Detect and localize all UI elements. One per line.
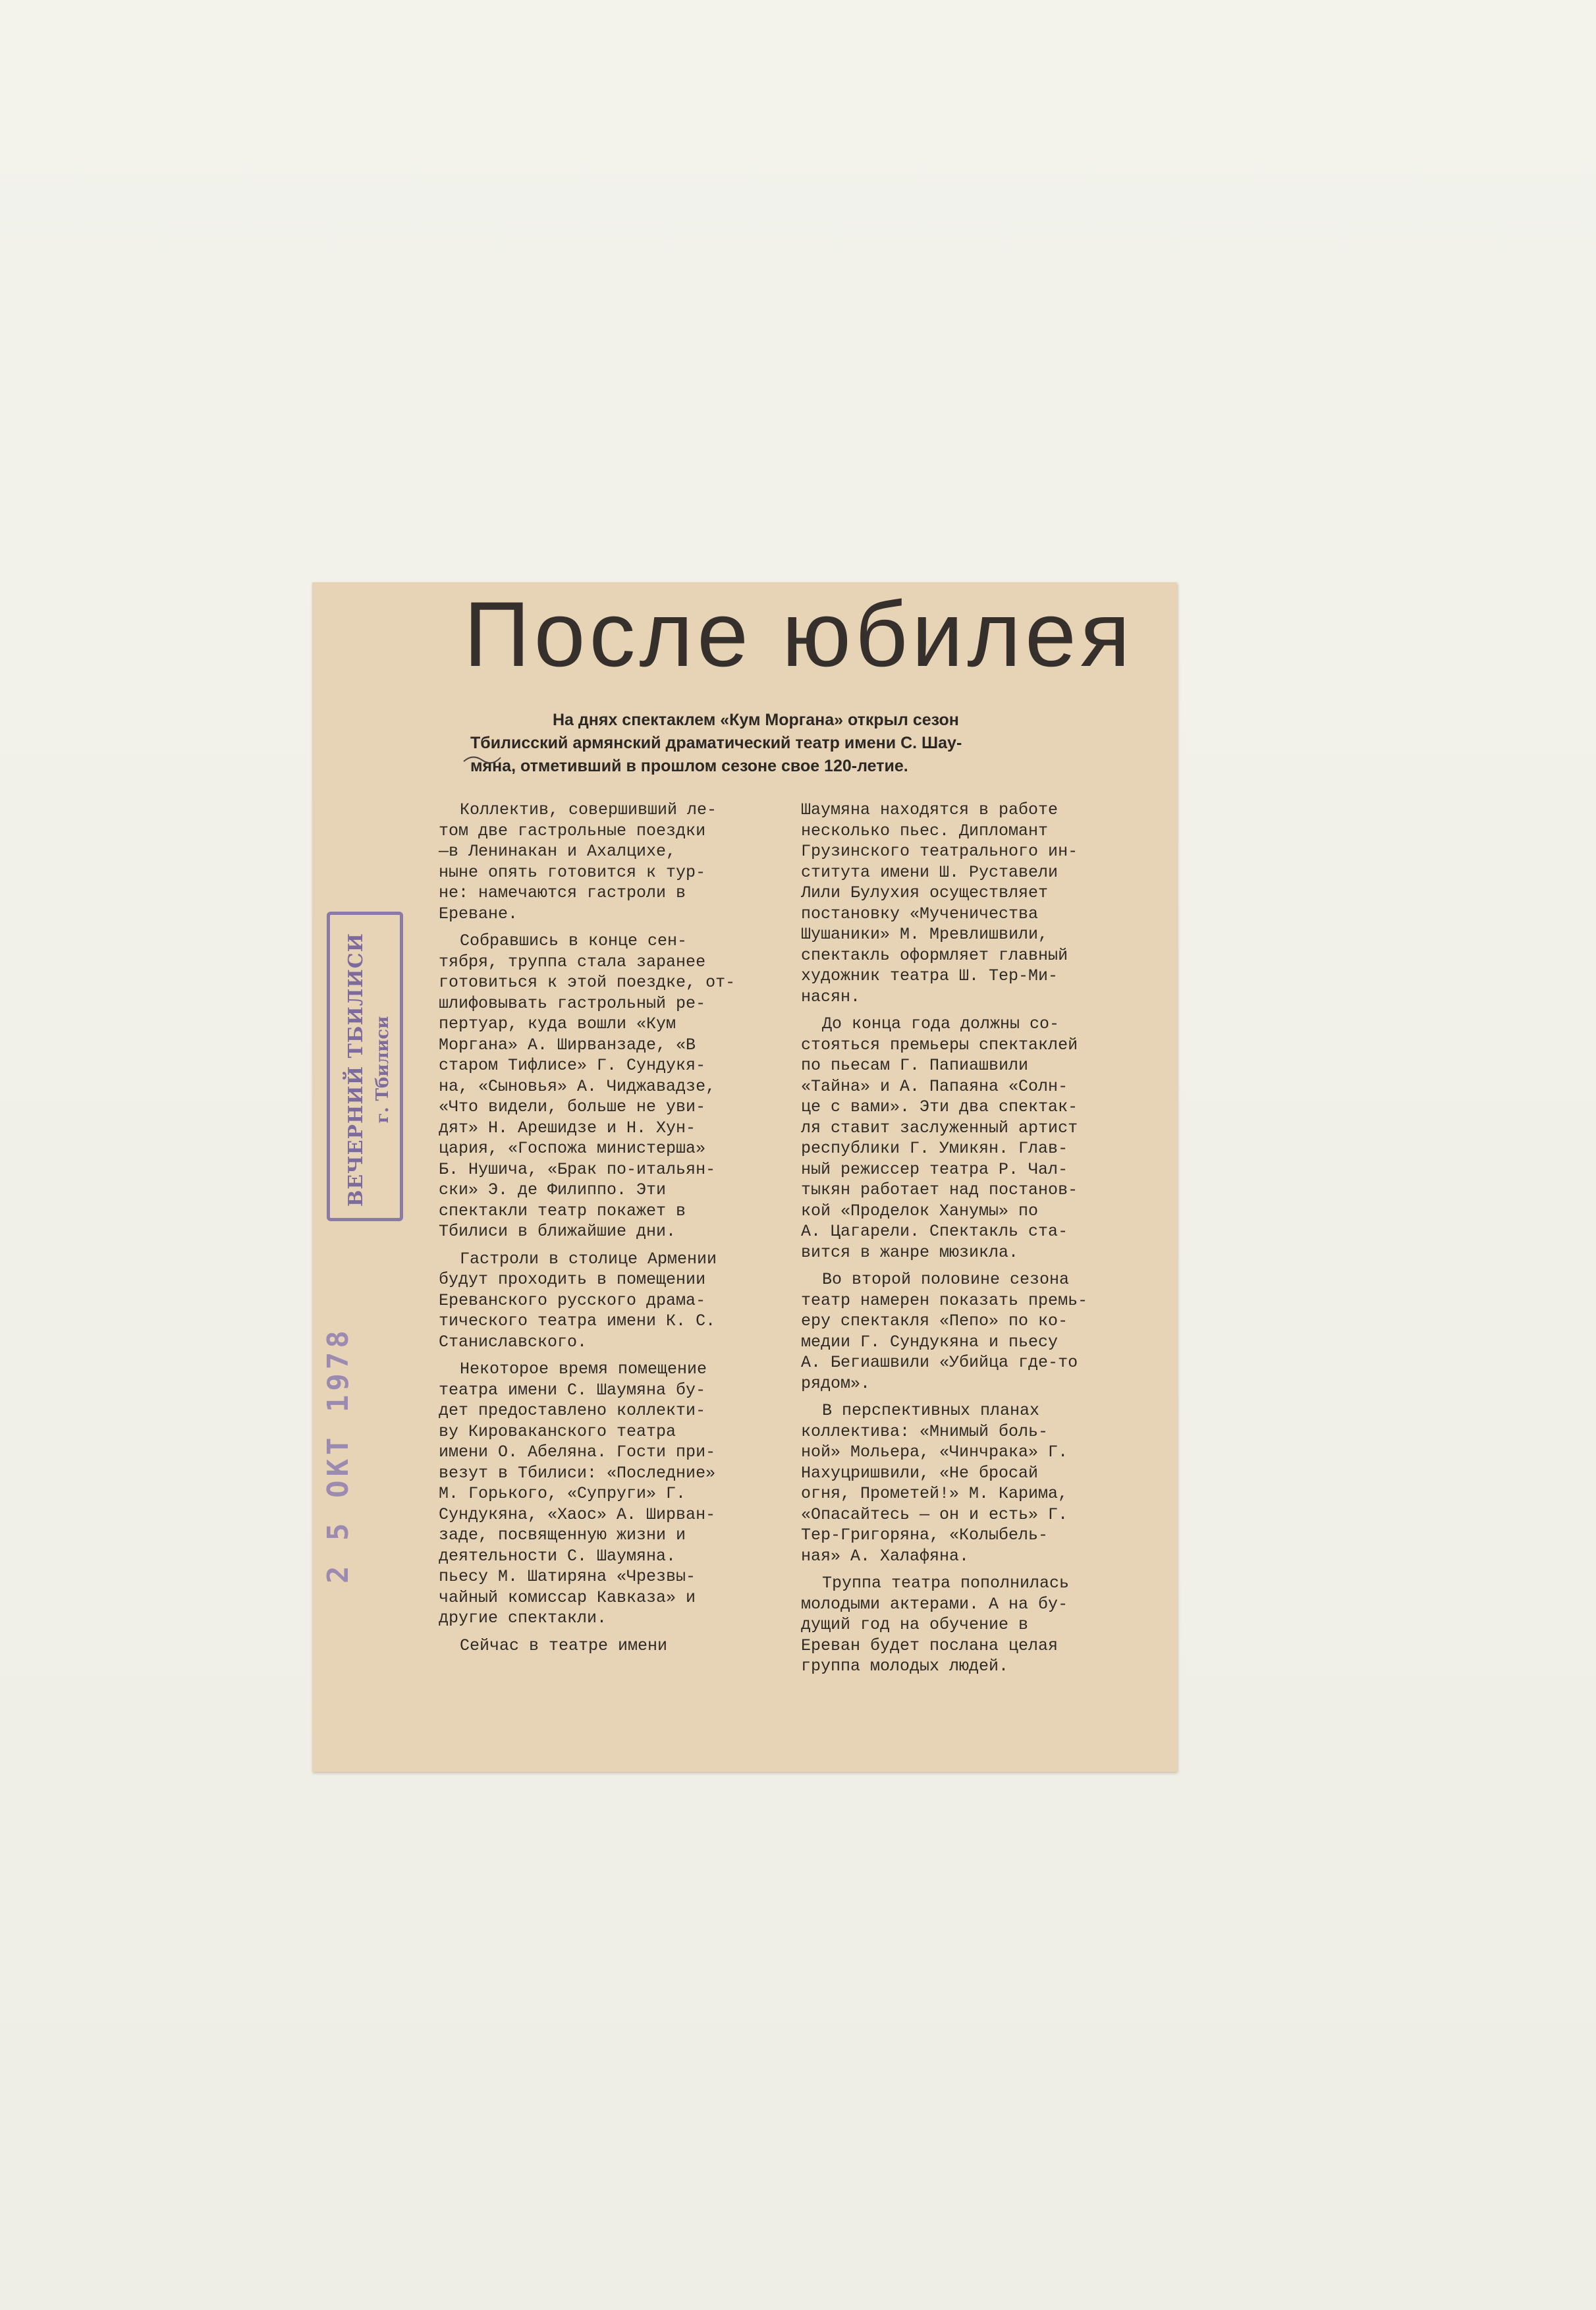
article-column-left bbox=[439, 800, 798, 1656]
article-paragraph: Труппа театра пополнилась молодыми актерами. А на бу- дущий год на обучение в Ереван будет послана целая группа молодых людей. bbox=[801, 1574, 1070, 1676]
stamp-city: г. Тбилиси bbox=[372, 1016, 393, 1124]
newspaper-clipping bbox=[312, 582, 1177, 1772]
date-stamp bbox=[319, 1327, 358, 1583]
lead-line: На днях спектаклем «Кум Моргана» открыл сезон bbox=[553, 711, 959, 729]
lead-paragraph bbox=[470, 709, 1169, 778]
article-paragraph: Гастроли в столице Армении будут проходить в помещении Ереванского русского драма- тического театра имени К. С. Станиславского. bbox=[439, 1249, 717, 1352]
lead-line: Тбилисский армянский драматический театр имени С. Шау- bbox=[470, 734, 962, 752]
headline: После юбилея bbox=[464, 582, 1134, 686]
article-paragraph: Сейчас в театре имени bbox=[460, 1636, 668, 1655]
article-paragraph: В перспективных планах коллектива: «Мнимый боль- ной» Мольера, «Чинчрака» Г. Нахуцришвили, «Не бросай огня, Прометей!» М. Карима, «Опасайтесь — он и есть» Г. Тер-Григоряна, «Колыбель- ная» А. Халафяна. bbox=[801, 1401, 1068, 1566]
article-paragraph: Некоторое время помещение театра имени С. Шаумяна бу- дет предоставлено коллекти- ву Кироваканского театра имени О. Абеляна. Гости при- везут в Тбилиси: «Последние» М. Горького, «Супруги» Г. Сундукяна, «Хаос» А. Ширван- заде, посвященную жизни и деятельности С. Шаумяна. пьесу М. Шатиряна «Чрезвы- чайный комиссар Кавказа» и другие спектакли. bbox=[439, 1360, 716, 1628]
date-stamp-text: 2 5 ОКТ 1978 bbox=[321, 1327, 355, 1583]
article-paragraph: Собравшись в конце сен- тября, труппа стала заранее готовиться к этой поездке, от- шлифовывать гастрольный ре- пертуар, куда вошли «Кум Моргана» А. Ширванзаде, «В старом Тифлисе» Г. Сундукя- на, «Сыновья» А. Чиджавадзе, «Что видели, больше не уви- дят» Н. Арешидзе и Н. Хун- цария, «Госпожа министерша» Б. Нушича, «Брак по-итальян- ски» Э. де Филиппо. Эти спектакли театр покажет в Тбилиси в ближайшие дни. bbox=[439, 931, 736, 1241]
article-paragraph: Шаумяна находятся в работе несколько пьес. Дипломант Грузинского театрального ин- ститута имени Ш. Руставели Лили Булухия осуществляет постановку «Мученичества Шушаники» М. Мревлишвили, спектакль оформляет главный художник театра Ш. Тер-Ми- насян. bbox=[801, 800, 1078, 1006]
article-paragraph: До конца года должны со- стояться премьеры спектаклей по пьесам Г. Папиашвили «Тайна» и А. Папаяна «Солн- це с вами». Эти два спектак- ля ставит заслуженный артист республики Г. Умикян. Глав- ный режиссер театра Р. Чал- тыкян работает над постанов- кой «Проделок Ханумы» по А. Цагарели. Спектакль ста- вится в жанре мюзикла. bbox=[801, 1014, 1078, 1262]
newspaper-stamp bbox=[327, 912, 403, 1221]
article-paragraph: Коллектив, совершивший ле- том две гастрольные поездки —в Ленинакан и Ахалцихе, ныне опять готовится к тур- не: намечаются гастроли в Ереване. bbox=[439, 800, 717, 923]
article-column-right bbox=[801, 800, 1160, 1677]
article-paragraph: Во второй половине сезона театр намерен показать премь- еру спектакля «Пепо» по ко- медии Г. Сундукяна и пьесу А. Бегиашвили «Убийца где-то рядом». bbox=[801, 1270, 1088, 1393]
pencil-underline-mark bbox=[462, 748, 502, 768]
stamp-newspaper-name: ВЕЧЕРНИЙ ТБИЛИСИ bbox=[344, 933, 368, 1207]
lead-line: мяна, отметивший в прошлом сезоне свое 120-летие. bbox=[470, 757, 908, 775]
